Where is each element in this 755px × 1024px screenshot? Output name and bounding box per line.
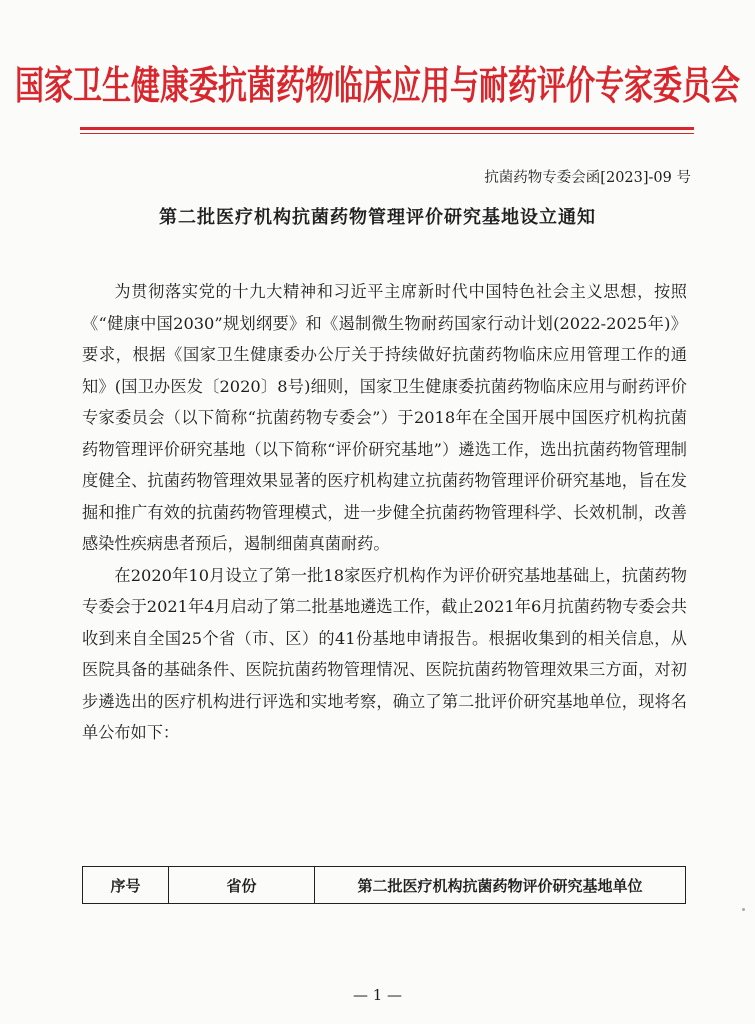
page-number: — 1 —: [352, 986, 403, 1004]
units-table-wrapper: [82, 866, 686, 904]
table-header-row: [83, 867, 686, 904]
paragraph-2: 在2020年10月设立了第一批18家医疗机构作为评价研究基地基础上，抗菌药物专委会于2021年4月启动了第二批基地遴选工作，截止2021年6月抗菌药物专委会共收到来自全国25个省（市、区）的41份基地申请报告。根据收集到的相关信息，从医院具备的基础条件、医院抗菌药物管理情况、医院抗菌药物管理效果三方面，对初步遴选出的医疗机构进行评选和实地考察，确立了第二批评价研究基地单位，现将名单公布如下：: [82, 565, 687, 742]
document-title: 第二批医疗机构抗菌药物管理评价研究基地设立通知: [159, 207, 596, 228]
units-table: [82, 866, 686, 904]
organization-header: 国家卫生健康委抗菌药物临床应用与耐药评价专家委员会: [14, 62, 740, 109]
document-number: 抗菌药物专委会函[2023]-09 号: [484, 170, 691, 186]
paragraph-1: 为贯彻落实党的十九大精神和习近平主席新时代中国特色社会主义思想，按照《“健康中国2030”规划纲要》和《遏制微生物耐药国家行动计划(2022-2025年)》要求，根据《国家卫生健康委办公厅关于持续做好抗菌药物临床应用管理工作的通知》(国卫办医发〔2020〕8号)细则，国家卫生健康委抗菌药物临床应用与耐药评价专家委员会（以下简称“抗菌药物专委会”）于2018年在全国开展中国医疗机构抗菌药物管理评价研究基地（以下简称“评价研究基地”）遴选工作，选出抗菌药物管理制度健全、抗菌药物管理效果显著的医疗机构建立抗菌药物管理评价研究基地，旨在发掘和推广有效的抗菌药物管理模式，进一步健全抗菌药物管理科学、长效机制，改善感染性疾病患者预后，遏制细菌真菌耐药。: [82, 282, 687, 553]
header-base-unit: 第二批医疗机构抗菌药物评价研究基地单位: [315, 867, 686, 904]
header-province: 省份: [169, 867, 315, 904]
document-body: [82, 276, 687, 749]
header-serial-number: 序号: [83, 867, 169, 904]
scan-speck: [742, 908, 745, 911]
header-rule-thick: [80, 127, 694, 130]
header-rule-thin: [80, 133, 694, 134]
